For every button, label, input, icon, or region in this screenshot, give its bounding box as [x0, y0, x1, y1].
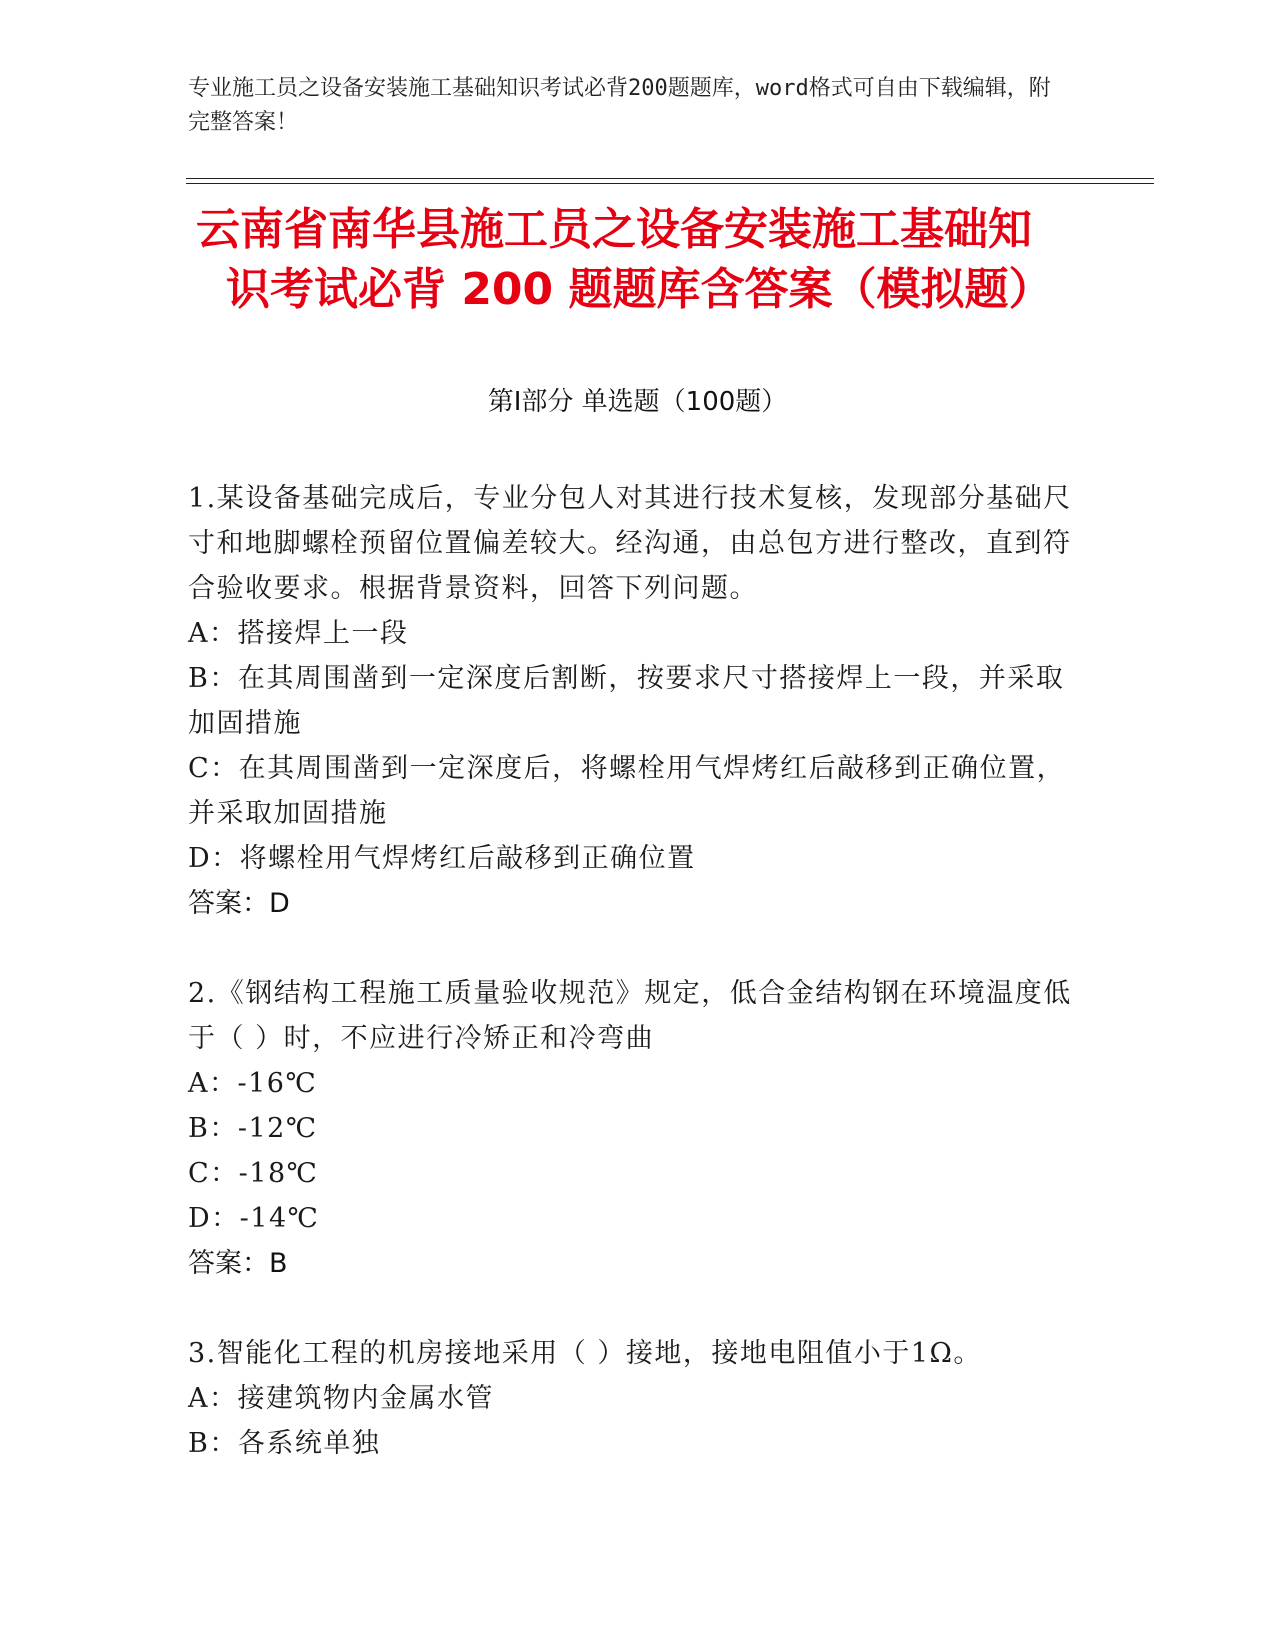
option-key: A [188, 1068, 209, 1099]
option-separator: ： [209, 1428, 238, 1459]
question-list [188, 476, 1078, 1511]
header-rule-bottom [186, 183, 1154, 184]
option-a [188, 1376, 1078, 1421]
option-d [188, 836, 1078, 881]
option-a [188, 1061, 1078, 1106]
option-c [188, 746, 1078, 836]
option-separator: ： [210, 1158, 239, 1189]
section-title: 第Ⅰ部分 单选题（100题） [487, 387, 788, 417]
option-b [188, 1421, 1078, 1466]
question-item [188, 476, 1078, 926]
option-separator: ： [209, 1113, 238, 1144]
option-text: 接建筑物内金属水管 [237, 1383, 494, 1414]
option-text: 搭接焊上一段 [237, 618, 409, 649]
option-separator: ： [211, 1203, 240, 1234]
option-key: A [188, 618, 209, 649]
option-separator: ： [209, 618, 238, 649]
question-text: 3.智能化工程的机房接地采用（ ）接地，接地电阻值小于1Ω。 [188, 1338, 982, 1369]
option-text: -12℃ [237, 1113, 318, 1144]
option-c [188, 1151, 1078, 1196]
header-note: 专业施工员之设备安装施工基础知识考试必背200题题库，word格式可自由下载编辑，附完整答案！ [188, 76, 1051, 135]
question-text: 1.某设备基础完成后，专业分包人对其进行技术复核，发现部分基础尺寸和地脚螺栓预留位置偏差较大。经沟通，由总包方进行整改，直到符合验收要求。根据背景资料，回答下列问题。 [188, 483, 1072, 604]
option-separator: ： [209, 663, 238, 694]
answer-label: 答案：D [188, 888, 290, 919]
option-key: C [188, 1158, 211, 1189]
answer-label: 答案：B [188, 1248, 288, 1279]
option-key: B [188, 1113, 210, 1144]
option-separator: ： [209, 1383, 238, 1414]
option-a [188, 611, 1078, 656]
option-key: A [188, 1383, 209, 1414]
option-text: 在其周围凿到一定深度后，将螺栓用气焊烤红后敲移到正确位置，并采取加固措施 [188, 753, 1066, 829]
option-key: D [188, 1203, 212, 1234]
document-title-line1: 云南省南华县施工员之设备安装施工基础知 [196, 204, 1032, 255]
option-text: -18℃ [238, 1158, 319, 1189]
option-separator: ： [210, 753, 239, 784]
option-text: 在其周围凿到一定深度后割断，按要求尺寸搭接焊上一段，并采取加固措施 [188, 663, 1065, 739]
option-text: -16℃ [237, 1068, 318, 1099]
document-title [196, 200, 1096, 320]
question-item [188, 971, 1078, 1286]
question-item [188, 1331, 1078, 1466]
option-b [188, 1106, 1078, 1151]
document-title-line2: 识考试必背 200 题题库含答案（模拟题） [226, 264, 1053, 315]
option-b [188, 656, 1078, 746]
option-separator: ： [209, 1068, 238, 1099]
option-text: 各系统单独 [237, 1428, 381, 1459]
option-text: 将螺栓用气焊烤红后敲移到正确位置 [239, 843, 696, 874]
option-separator: ： [211, 843, 240, 874]
option-key: B [188, 1428, 210, 1459]
header-rule-top [186, 178, 1154, 179]
option-key: B [188, 663, 210, 694]
option-text: -14℃ [239, 1203, 320, 1234]
option-key: D [188, 843, 212, 874]
option-key: C [188, 753, 211, 784]
option-d [188, 1196, 1078, 1241]
question-text: 2.《钢结构工程施工质量验收规范》规定，低合金结构钢在环境温度低于（ ）时，不应进行冷矫正和冷弯曲 [188, 978, 1072, 1054]
